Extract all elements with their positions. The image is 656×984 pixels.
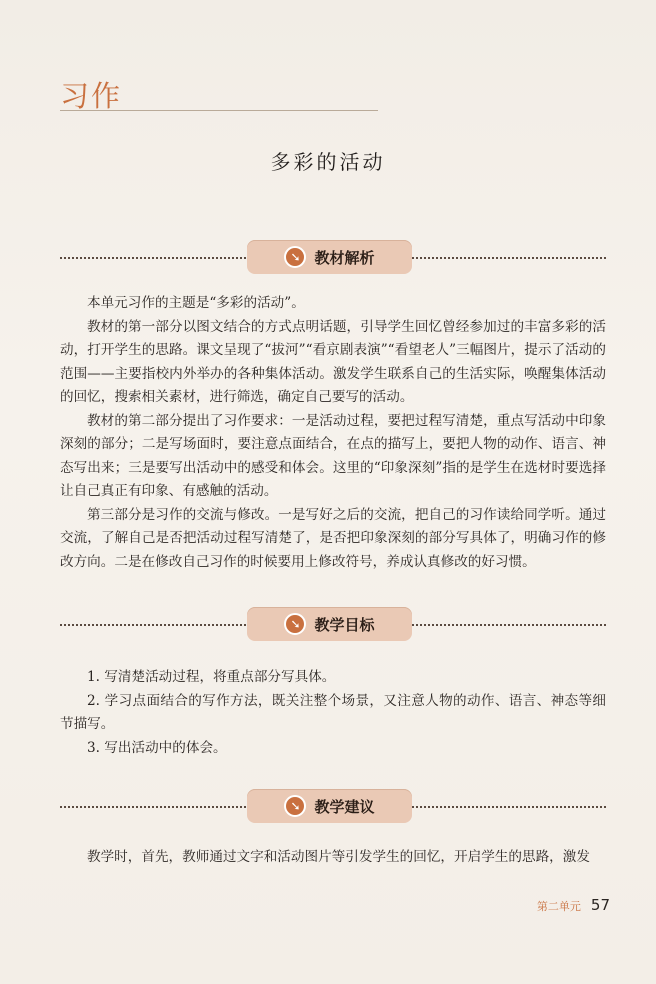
arrow-circle-icon: ➘ bbox=[284, 613, 306, 635]
section-body bbox=[60, 666, 606, 760]
section-heading-bar bbox=[60, 789, 606, 825]
section-heading-pill bbox=[247, 607, 412, 641]
section-heading: 教材解析 bbox=[314, 248, 375, 267]
page-number: 57 bbox=[590, 896, 610, 914]
arrow-circle-icon: ➘ bbox=[284, 246, 306, 268]
header-title: 习作 bbox=[60, 79, 123, 113]
arrow-circle-icon: ➘ bbox=[284, 795, 306, 817]
section-body bbox=[60, 292, 606, 574]
section-heading-pill bbox=[247, 789, 412, 823]
section-heading-bar bbox=[60, 607, 606, 643]
unit-label: 第二单元 bbox=[536, 900, 581, 913]
section-heading: 教学建议 bbox=[314, 797, 375, 816]
paragraph: 本单元习作的主题是“多彩的活动”。 bbox=[87, 295, 305, 311]
paragraph: 教材的第二部分提出了习作要求：一是活动过程，要把过程写清楚，重点写活动中印象深刻的部分；二是写场面时，要注意点面结合，在点的描写上，要把人物的动作、语言、神态写出来；三是要写出活动中的感受和体会。这里的“印象深刻”指的是学生在选材时要选择让自己真正有印象、有感触的活动。 bbox=[60, 412, 606, 499]
section-body bbox=[60, 846, 606, 870]
section-heading-bar bbox=[60, 240, 606, 276]
paragraph: 教学时，首先，教师通过文字和活动图片等引发学生的回忆，开启学生的思路，激发 bbox=[87, 849, 590, 865]
section-heading: 教学目标 bbox=[314, 615, 375, 634]
main-title: 多彩的活动 bbox=[270, 150, 386, 174]
paragraph: 教材的第一部分以图文结合的方式点明话题，引导学生回忆曾经参加过的丰富多彩的活动，打开学生的思路。课文呈现了“拔河”“看京剧表演”“看望老人”三幅图片，提示了活动的范围——主要指校内外举办的各种集体活动。激发学生联系自己的生活实际，唤醒集体活动的回忆，搜索相关素材，进行筛选，确定自己要写的活动。 bbox=[60, 318, 606, 405]
paragraph: 第三部分是习作的交流与修改。一是写好之后的交流，把自己的习作读给同学听。通过交流，了解自己是否把活动过程写清楚了，是否把印象深刻的部分写具体了，明确习作的修改方向。二是在修改自己习作的时候要用上修改符号，养成认真修改的好习惯。 bbox=[60, 506, 606, 570]
list-item: 3. 写出活动中的体会。 bbox=[87, 739, 227, 756]
list-item: 2. 学习点面结合的写作方法，既关注整个场景，又注意人物的动作、语言、神态等细节描写。 bbox=[60, 692, 606, 732]
page-footer bbox=[537, 896, 610, 914]
header-rule bbox=[60, 110, 378, 111]
section-heading-pill bbox=[247, 240, 412, 274]
list-item: 1. 写清楚活动过程，将重点部分写具体。 bbox=[87, 669, 336, 685]
